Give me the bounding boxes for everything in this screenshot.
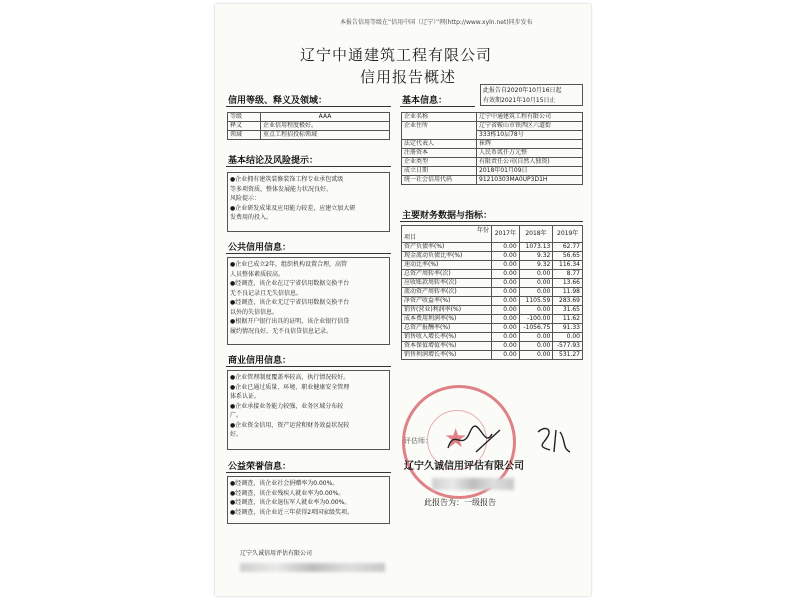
rating-label: 释义 bbox=[228, 122, 261, 131]
finance-value: 0.00 bbox=[492, 252, 520, 261]
honor-box bbox=[227, 476, 390, 524]
info-value: 有限责任公司(自然人独资) bbox=[477, 158, 583, 167]
conclusion-line: 等多项资质，整体发展能力状况良好。 bbox=[230, 185, 333, 193]
finance-value: 0.00 bbox=[492, 315, 520, 324]
finance-corner bbox=[402, 226, 492, 243]
finance-row-label: 总资产周转率(次) bbox=[402, 270, 492, 279]
finance-row-label: 流动资产周转率(次) bbox=[402, 288, 492, 297]
finance-value: 0.00 bbox=[492, 351, 520, 360]
rating-label: 领域 bbox=[228, 131, 261, 140]
table-row bbox=[402, 140, 583, 149]
finance-value: 31.65 bbox=[553, 306, 583, 315]
table-row bbox=[402, 122, 583, 131]
year-header: 2018年 bbox=[519, 226, 553, 243]
rating-table bbox=[227, 112, 390, 140]
honor-line: ●经调查，该企业近三年获得2项国家级奖项。 bbox=[230, 508, 354, 516]
finance-value: 0.00 bbox=[519, 270, 553, 279]
finance-value: 62.77 bbox=[553, 243, 583, 252]
conclusion-box bbox=[227, 172, 390, 232]
conclusion-heading: 基本结论及风险提示： bbox=[228, 156, 319, 166]
table-row bbox=[402, 270, 583, 279]
finance-value: 13.66 bbox=[553, 279, 583, 288]
info-value: 91210303MA0UP3D1H bbox=[477, 176, 583, 185]
rating-value: 重点工程招投标领域 bbox=[261, 131, 390, 140]
report-as-label: 此报告为： bbox=[424, 498, 464, 507]
finance-value: 1105.59 bbox=[519, 297, 553, 306]
finance-value: 9.32 bbox=[519, 252, 553, 261]
info-label bbox=[402, 131, 477, 140]
rating-heading: 信用等级、释义及领域： bbox=[228, 96, 328, 106]
conclusion-line: ●企业拥有建筑装修装饰工程专业承包贰级 bbox=[230, 176, 344, 183]
finance-value: 0.00 bbox=[553, 333, 583, 342]
table-row bbox=[402, 261, 583, 270]
finance-value: 0.00 bbox=[492, 342, 520, 351]
finance-value: 116.34 bbox=[553, 261, 583, 270]
rating-value: 企业信用程度极好。 bbox=[261, 122, 390, 131]
finance-value: 0.00 bbox=[519, 342, 553, 351]
finance-heading: 主要财务数据与指标： bbox=[402, 211, 493, 221]
honor-line: ●经调查，该企业退伍军人就业率为0.00%。 bbox=[230, 499, 351, 506]
table-row bbox=[402, 149, 583, 158]
finance-value: 91.33 bbox=[553, 324, 583, 333]
finance-value: 0.00 bbox=[492, 288, 520, 297]
finance-value: 11.98 bbox=[553, 288, 583, 297]
table-row bbox=[402, 324, 583, 333]
public-credit-line: ●经调查，该企业无辽宁省信用数据交换平台 bbox=[230, 299, 350, 306]
public-credit-heading: 公共信用信息： bbox=[228, 243, 292, 253]
evaluator-label: 评估师： bbox=[404, 437, 432, 445]
finance-row-label: 销售(营业)利润率(%) bbox=[402, 306, 492, 315]
finance-value: 0.00 bbox=[519, 351, 553, 360]
publish-note: 本报告信用等级在“信用中国（辽宁）”网(http://www.xyln.net)同步发布 bbox=[340, 19, 533, 26]
table-row bbox=[402, 351, 583, 360]
table-row bbox=[402, 315, 583, 324]
public-credit-box bbox=[227, 257, 390, 345]
evaluator-signatures bbox=[440, 422, 580, 458]
info-label: 企业名称 bbox=[402, 113, 477, 122]
rating-heading-rule bbox=[226, 106, 391, 107]
finance-row-label: 速动比率(%) bbox=[402, 261, 492, 270]
commercial-credit-line: 好。 bbox=[230, 431, 243, 438]
finance-rule bbox=[400, 221, 583, 222]
table-row bbox=[402, 342, 583, 351]
finance-row-label: 资本保值增值率(%) bbox=[402, 342, 492, 351]
finance-value: 11.62 bbox=[553, 315, 583, 324]
finance-row-label: 总资产报酬率(%) bbox=[402, 324, 492, 333]
finance-row-label: 净资产收益率(%) bbox=[402, 297, 492, 306]
table-row bbox=[402, 158, 583, 167]
commercial-credit-line: ●企业资金信用、资产运营和财务效益状况较 bbox=[230, 421, 350, 429]
commercial-credit-rule bbox=[226, 366, 391, 367]
table-row bbox=[402, 113, 583, 122]
conclusion-line: 发费用的投入。 bbox=[230, 214, 273, 221]
conclusion-heading-rule bbox=[226, 166, 391, 167]
table-row bbox=[402, 167, 583, 176]
public-credit-line: 无不良记录且无失信信息。 bbox=[230, 289, 303, 297]
report-title: 信用报告概述 bbox=[360, 68, 457, 86]
basic-info-table bbox=[401, 112, 583, 185]
report-as-line bbox=[424, 497, 496, 508]
validity-box bbox=[480, 84, 583, 106]
table-row bbox=[402, 288, 583, 297]
report-type: 一级报告 bbox=[464, 498, 496, 507]
corner-year-label: 年份 bbox=[476, 227, 489, 234]
finance-row-label: 销售收入增长率(%) bbox=[402, 333, 492, 342]
info-value: 2018年01月09日 bbox=[477, 167, 583, 176]
info-value: 辽宁中通建筑工程有限公司 bbox=[477, 113, 583, 122]
table-row bbox=[402, 226, 583, 243]
info-value: 333栋10层78号 bbox=[477, 131, 583, 140]
honor-rule bbox=[226, 472, 391, 473]
commercial-credit-heading: 商业信用信息： bbox=[228, 356, 292, 366]
finance-value: -1056.75 bbox=[519, 324, 553, 333]
info-label: 企业住所 bbox=[402, 122, 477, 131]
table-row bbox=[402, 243, 583, 252]
commercial-credit-line: ●企业管理制度覆盖率较高，执行情况较好。 bbox=[230, 374, 350, 381]
table-row bbox=[228, 131, 390, 140]
redacted-date bbox=[432, 478, 514, 490]
info-label: 注册资本 bbox=[402, 149, 477, 158]
year-header: 2017年 bbox=[492, 226, 520, 243]
finance-value: 56.65 bbox=[553, 252, 583, 261]
finance-value: 0.00 bbox=[492, 243, 520, 252]
finance-value: -577.93 bbox=[553, 342, 583, 351]
corner-item-label: 项目 bbox=[404, 234, 417, 241]
public-credit-line: 履约情况良好，无不良信贷信息记录。 bbox=[230, 327, 333, 335]
finance-value: 0.00 bbox=[492, 324, 520, 333]
finance-value: 0.00 bbox=[492, 279, 520, 288]
basic-info-rule bbox=[400, 106, 475, 107]
commercial-credit-box bbox=[227, 370, 390, 450]
honor-line: ●经调查，该企业社会捐赠率为0.00%。 bbox=[230, 480, 339, 487]
finance-value: 283.69 bbox=[553, 297, 583, 306]
finance-table bbox=[401, 225, 583, 360]
year-header: 2019年 bbox=[553, 226, 583, 243]
finance-row-label: 资产负债率(%) bbox=[402, 243, 492, 252]
finance-value: -100.00 bbox=[519, 315, 553, 324]
commercial-credit-line: ●企业承接业务能力较强，业务区域分布较 bbox=[230, 402, 344, 410]
finance-value: 9.32 bbox=[519, 261, 553, 270]
finance-row-label: 应收账款周转率(次) bbox=[402, 279, 492, 288]
conclusion-line: 风险提示： bbox=[230, 195, 261, 202]
validity-start: 此报告自2020年10月16日起 bbox=[483, 87, 562, 94]
seal-star-icon: ★ bbox=[444, 424, 468, 454]
rating-value: AAA bbox=[261, 113, 390, 122]
finance-row-label: 成本费用利润率(%) bbox=[402, 315, 492, 324]
rating-label: 等级 bbox=[228, 113, 261, 122]
finance-value: 0.00 bbox=[519, 306, 553, 315]
validity-end: 有效期2021年10月15日止 bbox=[483, 97, 556, 104]
info-label: 成立日期 bbox=[402, 167, 477, 176]
public-credit-line: ●企业已成立2年，组织机构设置合理，高管 bbox=[230, 261, 348, 268]
finance-value: 0.00 bbox=[492, 297, 520, 306]
table-row bbox=[402, 252, 583, 261]
table-row bbox=[228, 122, 390, 131]
finance-value: 0.00 bbox=[492, 261, 520, 270]
table-row bbox=[402, 131, 583, 140]
finance-value: 0.00 bbox=[492, 333, 520, 342]
honor-line: ●经调查，该企业残疾人就业率为0.00%。 bbox=[230, 489, 345, 497]
table-row bbox=[402, 176, 583, 185]
basic-info-heading: 基本信息： bbox=[402, 96, 448, 106]
finance-value: 0.00 bbox=[519, 333, 553, 342]
info-value: 人民币贰仟万元整 bbox=[477, 149, 583, 158]
finance-row-label: 销售利润增长率(%) bbox=[402, 351, 492, 360]
finance-body bbox=[402, 243, 583, 360]
finance-value: 1073.13 bbox=[519, 243, 553, 252]
company-title: 辽宁中通建筑工程有限公司 bbox=[300, 46, 493, 64]
commercial-credit-line: ●企业已通过质量、环境、职业健康安全管理 bbox=[230, 383, 350, 391]
table-row bbox=[402, 279, 583, 288]
finance-value: 0.00 bbox=[519, 288, 553, 297]
table-row bbox=[228, 113, 390, 122]
info-label: 统一社会信用代码 bbox=[402, 176, 477, 185]
table-row bbox=[402, 306, 583, 315]
table-row bbox=[402, 333, 583, 342]
finance-value: 0.00 bbox=[519, 279, 553, 288]
public-credit-line: 人员整体素质较高。 bbox=[230, 270, 285, 278]
honor-heading: 公益荣誉信息： bbox=[228, 462, 292, 472]
public-credit-line: ●根据开户银行出具的证明，该企业银行信贷 bbox=[230, 318, 350, 325]
finance-row-label: 现金流动负债比率(%) bbox=[402, 252, 492, 261]
info-label: 企业类型 bbox=[402, 158, 477, 167]
finance-value: 531.27 bbox=[553, 351, 583, 360]
info-value: 辽宁省鞍山市铁西区六道街 bbox=[477, 122, 583, 131]
agency-name: 辽宁久诚信用评估有限公司 bbox=[404, 461, 524, 472]
info-value: 崔辉 bbox=[477, 140, 583, 149]
public-credit-rule bbox=[226, 253, 391, 254]
commercial-credit-line: 体系认证。 bbox=[230, 393, 261, 400]
info-label: 法定代表人 bbox=[402, 140, 477, 149]
commercial-credit-line: 广。 bbox=[230, 412, 243, 419]
conclusion-line: ●企业研发成果及应用能力较差，应建立加大研 bbox=[230, 204, 356, 212]
finance-value: 0.00 bbox=[492, 270, 520, 279]
public-credit-line: 以外的失信信息。 bbox=[230, 308, 279, 316]
redacted-footer bbox=[240, 563, 385, 572]
public-credit-line: ●经调查，该企业在辽宁省信用数据交换平台 bbox=[230, 280, 350, 287]
table-row bbox=[402, 297, 583, 306]
footer-agency: 辽宁久诚信用评估有限公司 bbox=[240, 550, 313, 557]
finance-value: 0.00 bbox=[492, 306, 520, 315]
finance-value: 8.77 bbox=[553, 270, 583, 279]
